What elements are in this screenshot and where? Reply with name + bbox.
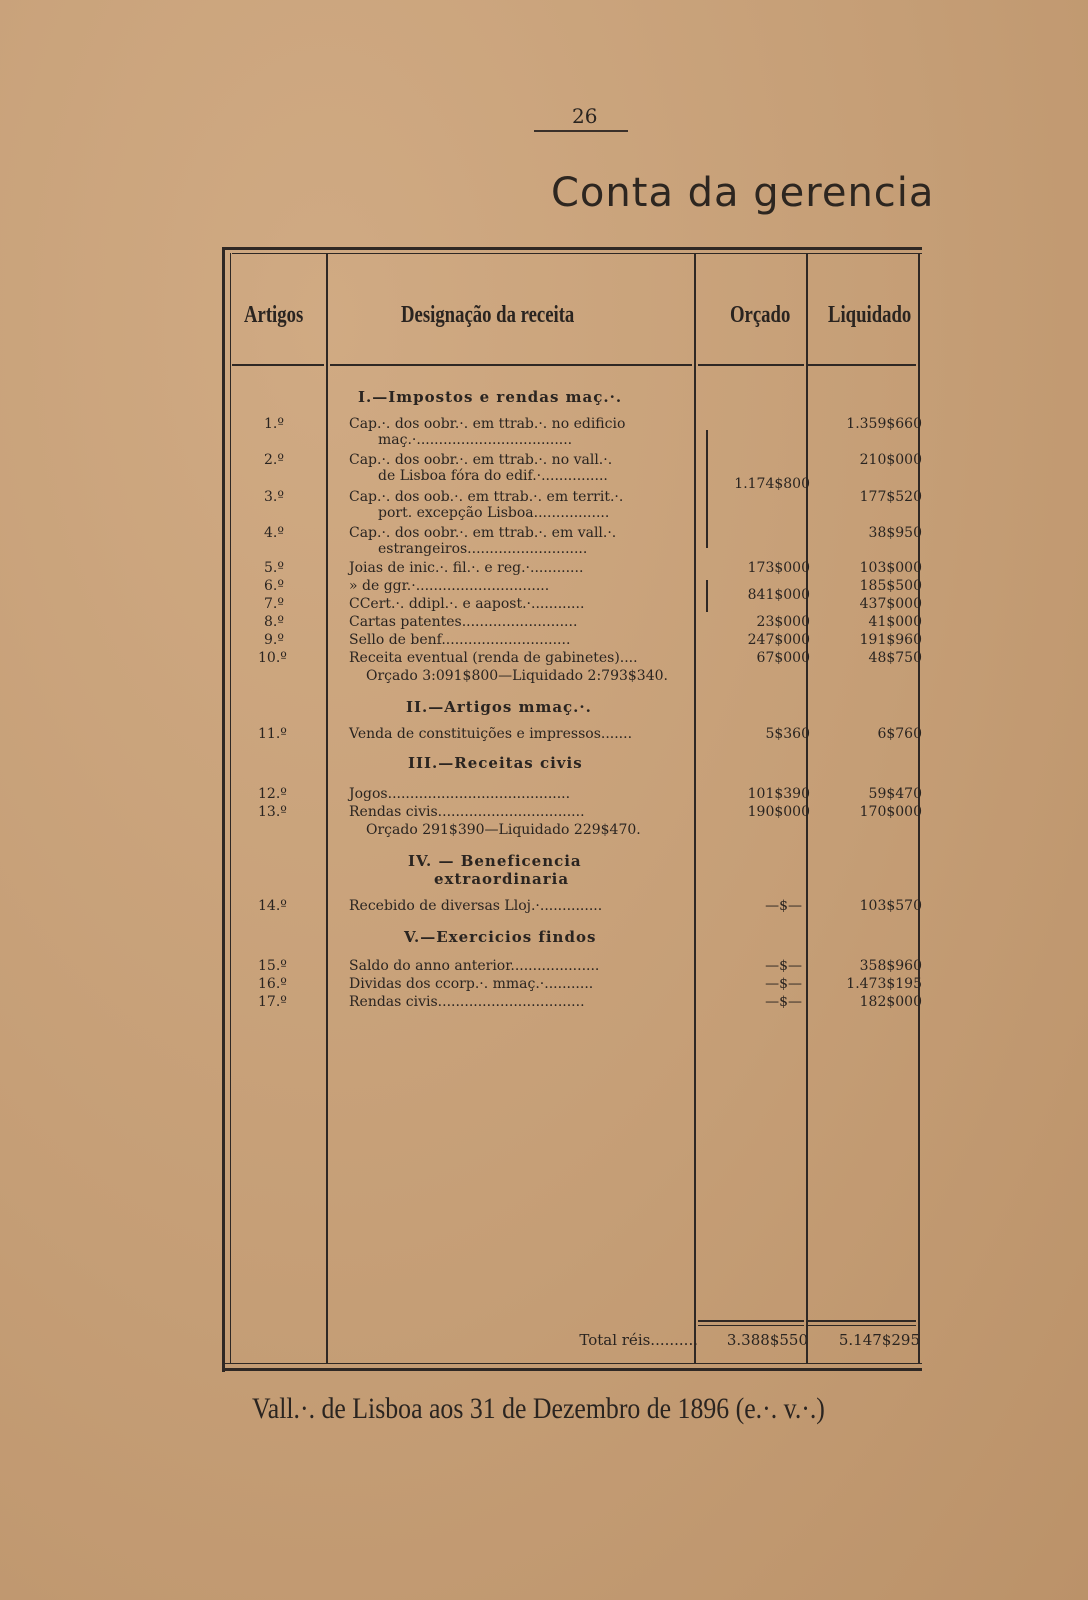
liquidado-value: 170$000 bbox=[859, 804, 922, 820]
designacao-line: Rendas civis................................. bbox=[349, 994, 585, 1010]
orcado-value: 190$000 bbox=[747, 804, 810, 820]
designacao-line: Cap.·. dos oob.·. em ttrab.·. em territ.·. bbox=[349, 489, 624, 505]
artigo-number: 9.º bbox=[264, 632, 284, 648]
liquidado-value: 38$950 bbox=[868, 525, 922, 541]
designacao-line: Rendas civis................................. bbox=[349, 804, 585, 820]
footer-signature-line: Vall.·. de Lisboa aos 31 de Dezembro de 1896 (e.·. v.·.) bbox=[252, 1392, 825, 1425]
artigo-number: 16.º bbox=[258, 976, 287, 992]
designacao-line: CCert.·. ddipl.·. e aapost.·............ bbox=[349, 596, 585, 612]
orcado-group-value: 1.174$800 bbox=[734, 476, 810, 492]
orcado-value: —$— bbox=[765, 994, 802, 1010]
orcado-value: —$— bbox=[765, 958, 802, 974]
orcado-value: 101$390 bbox=[747, 786, 810, 802]
liquidado-value: 191$960 bbox=[859, 632, 922, 648]
designacao-line: Saldo do anno anterior.................... bbox=[349, 958, 600, 974]
liquidado-value: 182$000 bbox=[859, 994, 922, 1010]
orcado-value: 67$000 bbox=[756, 650, 810, 666]
liquidado-value: 6$760 bbox=[877, 726, 922, 742]
liquidado-value: 437$000 bbox=[859, 596, 922, 612]
group-brace bbox=[706, 430, 708, 548]
artigo-number: 4.º bbox=[264, 525, 284, 541]
header-liquidado: Liquidado bbox=[828, 302, 912, 328]
liquidado-value: 358$960 bbox=[859, 958, 922, 974]
artigo-number: 2.º bbox=[264, 452, 284, 468]
liquidado-value: 1.359$660 bbox=[846, 416, 922, 432]
designacao-line: » de ggr.·.............................. bbox=[349, 578, 550, 594]
liquidado-value: 48$750 bbox=[868, 650, 922, 666]
orcado-value: 23$000 bbox=[756, 614, 810, 630]
designacao-line: maç.·................................... bbox=[378, 432, 573, 448]
section-heading: II.—Artigos mmaç.·. bbox=[406, 698, 592, 716]
orcado-group-value: 841$000 bbox=[747, 587, 810, 603]
artigo-number: 5.º bbox=[264, 560, 284, 576]
designacao-line: Jogos......................................... bbox=[349, 786, 571, 802]
section-heading: IV. — Beneficencia bbox=[408, 852, 582, 870]
liquidado-value: 1.473$195 bbox=[846, 976, 922, 992]
header-orcado: Orçado bbox=[730, 302, 791, 328]
designacao-line: Cap.·. dos oobr.·. em ttrab.·. no edificio bbox=[349, 416, 626, 432]
artigo-number: 10.º bbox=[258, 650, 287, 666]
liquidado-value: 103$000 bbox=[859, 560, 922, 576]
liquidado-value: 41$000 bbox=[868, 614, 922, 630]
liquidado-value: 185$500 bbox=[859, 578, 922, 594]
designacao-line: Cartas patentes.......................... bbox=[349, 614, 578, 630]
designacao-line: Cap.·. dos oobr.·. em ttrab.·. em vall.·. bbox=[349, 525, 617, 541]
page-number: 26 bbox=[572, 104, 598, 128]
designacao-line: estrangeiros........................... bbox=[378, 541, 588, 557]
group-brace bbox=[706, 580, 708, 612]
orcado-value: —$— bbox=[765, 976, 802, 992]
designacao-line: Venda de constituições e impressos....... bbox=[349, 726, 633, 742]
total-liquidado: 5.147$295 bbox=[838, 1331, 920, 1349]
liquidado-value: 210$000 bbox=[859, 452, 922, 468]
artigo-number: 8.º bbox=[264, 614, 284, 630]
orcado-value: 5$360 bbox=[765, 726, 810, 742]
orcado-value: 173$000 bbox=[747, 560, 810, 576]
header-artigos: Artigos bbox=[244, 302, 304, 328]
artigo-number: 17.º bbox=[258, 994, 287, 1010]
designacao-line: Dividas dos ccorp.·. mmaç.·........... bbox=[349, 976, 594, 992]
artigo-number: 1.º bbox=[264, 416, 284, 432]
designacao-line: Cap.·. dos oobr.·. em ttrab.·. no vall.·. bbox=[349, 452, 613, 468]
artigo-number: 12.º bbox=[258, 786, 287, 802]
artigo-number: 13.º bbox=[258, 804, 287, 820]
section-heading: I.—Impostos e rendas maç.·. bbox=[358, 388, 623, 406]
designacao-line: Recebido de diversas Lloj.·.............. bbox=[349, 898, 603, 914]
designacao-line: port. excepção Lisboa................. bbox=[378, 505, 610, 521]
page-number-rule bbox=[534, 130, 628, 132]
liquidado-value: 103$570 bbox=[859, 898, 922, 914]
artigo-number: 11.º bbox=[258, 726, 287, 742]
artigo-number: 6.º bbox=[264, 578, 284, 594]
header-designacao: Designação da receita bbox=[401, 302, 575, 328]
artigo-number: 7.º bbox=[264, 596, 284, 612]
liquidado-value: 177$520 bbox=[859, 489, 922, 505]
designacao-line: Sello de benf............................. bbox=[349, 632, 571, 648]
section-heading: extraordinaria bbox=[434, 870, 570, 888]
page-title: Conta da gerencia bbox=[551, 170, 935, 216]
artigo-number: 15.º bbox=[258, 958, 287, 974]
orcado-value: 247$000 bbox=[747, 632, 810, 648]
designacao-line: de Lisboa fóra do edif.·............... bbox=[378, 468, 608, 484]
section-subtotal: Orçado 291$390—Liquidado 229$470. bbox=[366, 822, 641, 838]
orcado-value: —$— bbox=[765, 898, 802, 914]
designacao-line: Receita eventual (renda de gabinetes).... bbox=[349, 650, 638, 666]
liquidado-value: 59$470 bbox=[868, 786, 922, 802]
artigo-number: 3.º bbox=[264, 489, 284, 505]
artigo-number: 14.º bbox=[258, 898, 287, 914]
designacao-line: Joias de inic.·. fil.·. e reg.·............ bbox=[349, 560, 584, 576]
total-label: Total réis.......... bbox=[579, 1331, 698, 1349]
section-heading: III.—Receitas civis bbox=[408, 754, 583, 772]
section-heading: V.—Exercicios findos bbox=[404, 928, 597, 946]
total-orcado: 3.388$550 bbox=[726, 1331, 808, 1349]
section-subtotal: Orçado 3:091$800—Liquidado 2:793$340. bbox=[366, 668, 668, 684]
